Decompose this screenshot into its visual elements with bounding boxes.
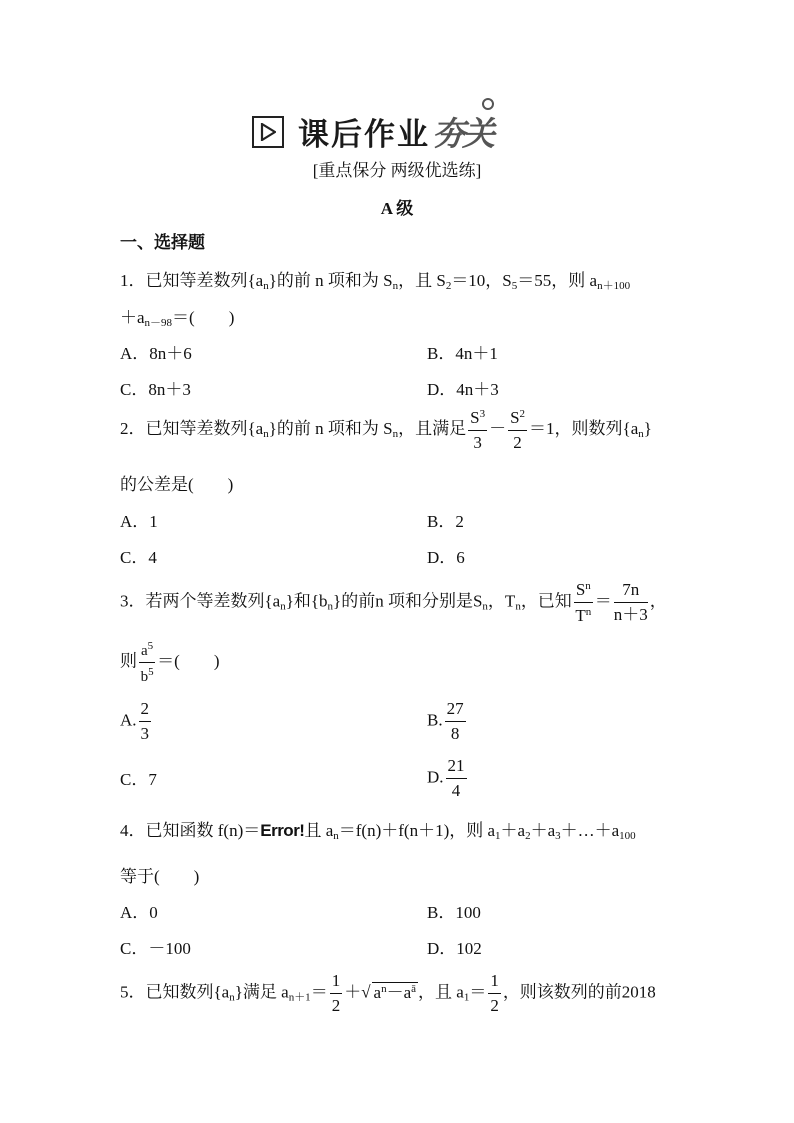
question-2-option-b: B．2 bbox=[427, 512, 464, 531]
question-1-option-b: B．4n＋1 bbox=[427, 344, 498, 363]
question-4-option-c: C．－100 bbox=[120, 939, 191, 958]
level-heading: A 级 bbox=[380, 199, 414, 218]
brand-logo: 夯关 bbox=[432, 108, 492, 155]
question-1-option-c: C．8n＋3 bbox=[120, 380, 191, 399]
question-3-stem-cont: 则 $\frac{a^5}{b^5}$ ＝( ) bbox=[120, 640, 220, 685]
question-2-option-a: A．1 bbox=[120, 512, 158, 531]
question-4-option-a: A．0 bbox=[120, 903, 158, 922]
fraction-a5-over-b5: $\frac{a^5}{b^5}$ bbox=[140, 640, 154, 685]
fraction-sn-over-tn: $\frac{S^n}{T^n}$ bbox=[575, 580, 592, 625]
question-4-option-d: D．102 bbox=[427, 939, 482, 958]
question-1-stem-cont: $+a_{n-98}=$( ) bbox=[120, 308, 235, 329]
question-3-option-b: B. $\frac{27}{8}$ bbox=[427, 699, 464, 743]
section-title: 一、选择题 bbox=[120, 233, 205, 253]
page-header bbox=[252, 108, 492, 155]
question-3-option-d: D. $\frac{21}{4}$ bbox=[427, 756, 465, 800]
question-2-stem-cont: 的公差是( ) bbox=[120, 475, 234, 494]
question-3-option-a: A. $\frac{2}{3}$ bbox=[120, 699, 150, 743]
question-4-stem: 4．已知函数 f(n)＝Error!且 $a_n=f(n)+f(n+1)$，则 $a_1+a_2+a_3+\dots+a_{100}$ bbox=[120, 821, 636, 842]
question-5-stem: 5．已知数列$\{a_n\}$满足 $a_{n+1}=$ $\frac{1}{2}$ ＋√ $a^n-a^ā$ ，且 $a_1=$ $\frac{1}{2}$ ，则该数列的前2018 bbox=[120, 971, 656, 1015]
fraction-s2-over-2: $\frac{S^2}{2}$ bbox=[510, 408, 526, 452]
question-4-option-b: B．100 bbox=[427, 903, 481, 922]
registered-mark-icon bbox=[482, 98, 494, 110]
error-text: Error! bbox=[260, 821, 305, 840]
fraction-one-half-2: $\frac{1}{2}$ bbox=[490, 971, 499, 1015]
question-2-option-d: D．6 bbox=[427, 548, 465, 567]
question-1-option-d: D．4n＋3 bbox=[427, 380, 499, 399]
question-3-stem: 3．若两个等差数列$\{a_n\}$和$\{b_n\}$的前n 项和分别是$S_n$，$T_n$，已知 $\frac{S^n}{T^n}$ ＝ $\frac{7n}{n+3}$ ， bbox=[120, 580, 667, 625]
radical-sign-icon: √ bbox=[361, 982, 371, 1002]
question-2-option-c: C．4 bbox=[120, 548, 157, 567]
fraction-7n-over-n-plus-3: $\frac{7n}{n+3}$ bbox=[613, 580, 648, 624]
radicand: $a^n-a^ā$ bbox=[373, 982, 417, 1002]
play-button-icon bbox=[252, 116, 284, 148]
subtitle: [重点保分 两级优选练] bbox=[312, 161, 482, 180]
question-3-option-c: C．7 bbox=[120, 770, 157, 789]
page-title: 课后作业 bbox=[298, 117, 430, 153]
question-1-option-a: A．8n＋6 bbox=[120, 344, 192, 363]
fraction-s3-over-3: $\frac{S^3}{3}$ bbox=[470, 408, 486, 452]
question-1-stem: 1．已知等差数列$\{a_n\}$的前 n 项和为 $S_n$，且 $S_2=10$，$S_5=55$，则 $a_{n+100}$ bbox=[120, 271, 631, 292]
question-4-stem-cont: 等于( ) bbox=[120, 867, 200, 886]
fraction-one-half: $\frac{1}{2}$ bbox=[331, 971, 341, 1015]
question-2-stem: 2．已知等差数列$\{a_n\}$的前 n 项和为 $S_n$，且满足 $\frac{S^3}{3}$ － $\frac{S^2}{2}$ ＝1，则数列$\{a_n\}$ bbox=[120, 408, 652, 452]
